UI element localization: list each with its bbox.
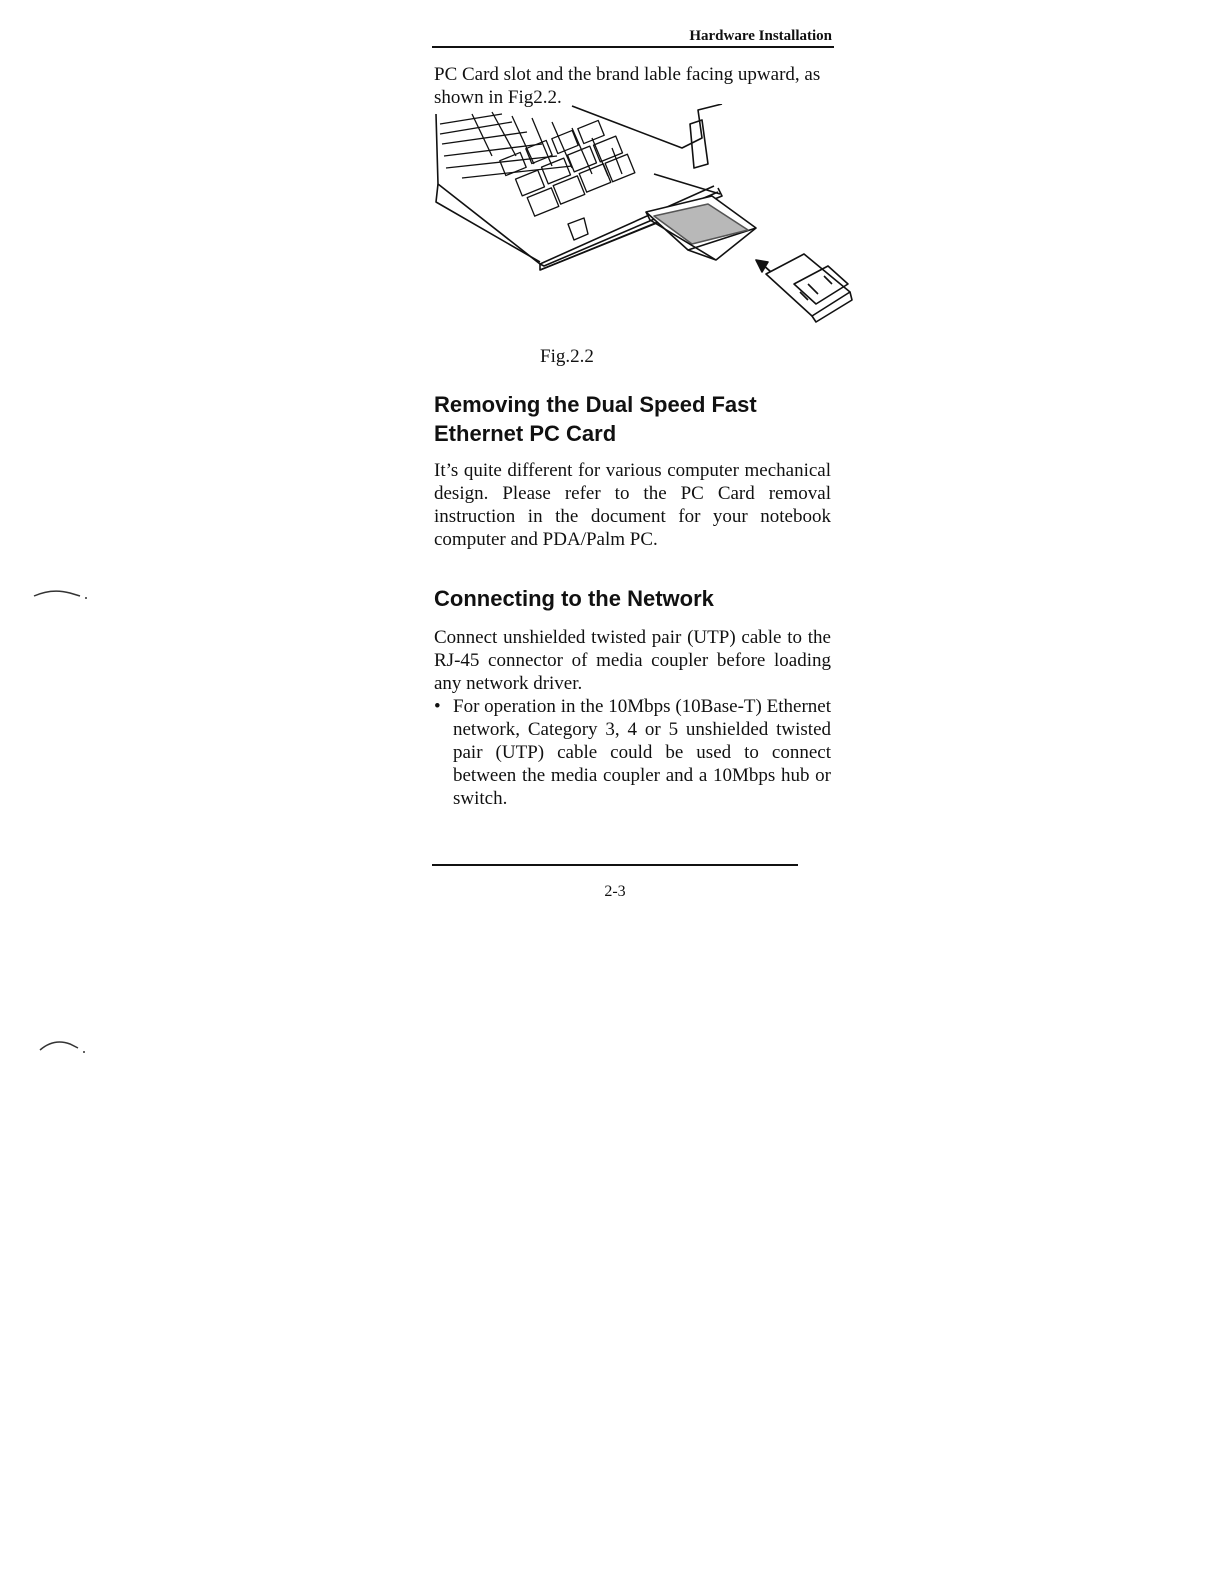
page-number: 2-3 xyxy=(604,883,626,900)
scan-mark xyxy=(30,584,94,604)
running-header: Hardware Installation xyxy=(689,28,832,44)
network-bullet-list xyxy=(434,695,831,810)
pc-card xyxy=(646,196,756,260)
footer-rule xyxy=(432,864,798,866)
intro-paragraph: PC Card slot and the brand lable facing upward, as shown in Fig2.2. xyxy=(434,64,821,108)
scan-mark xyxy=(36,1034,100,1058)
list-item xyxy=(434,695,831,810)
media-coupler xyxy=(766,254,852,322)
network-paragraph: Connect unshielded twisted pair (UTP) cable to the RJ-45 connector of media coupler before loading any network driver. xyxy=(434,627,831,694)
section-heading-network: Connecting to the Network xyxy=(434,586,714,611)
header-rule xyxy=(432,46,834,48)
figure-2-2 xyxy=(432,104,858,326)
section-heading-removing: Removing the Dual Speed Fast Ethernet PC Card xyxy=(434,392,757,446)
figure-caption: Fig.2.2 xyxy=(540,346,594,367)
bullet-icon: • xyxy=(434,696,441,717)
notebook-pc-card-illustration xyxy=(432,104,858,326)
removing-paragraph: It’s quite different for various computer mechanical design. Please refer to the PC Card removal instruction in the document for your notebook computer and PDA/Palm PC. xyxy=(434,460,831,550)
bullet-text: For operation in the 10Mbps (10Base-T) Ethernet network, Category 3, 4 or 5 unshielded twisted pair (UTP) cable could be used to connect between the media coupler and a 10Mbps hub or switch. xyxy=(453,696,831,809)
keyboard-keys xyxy=(440,112,635,216)
